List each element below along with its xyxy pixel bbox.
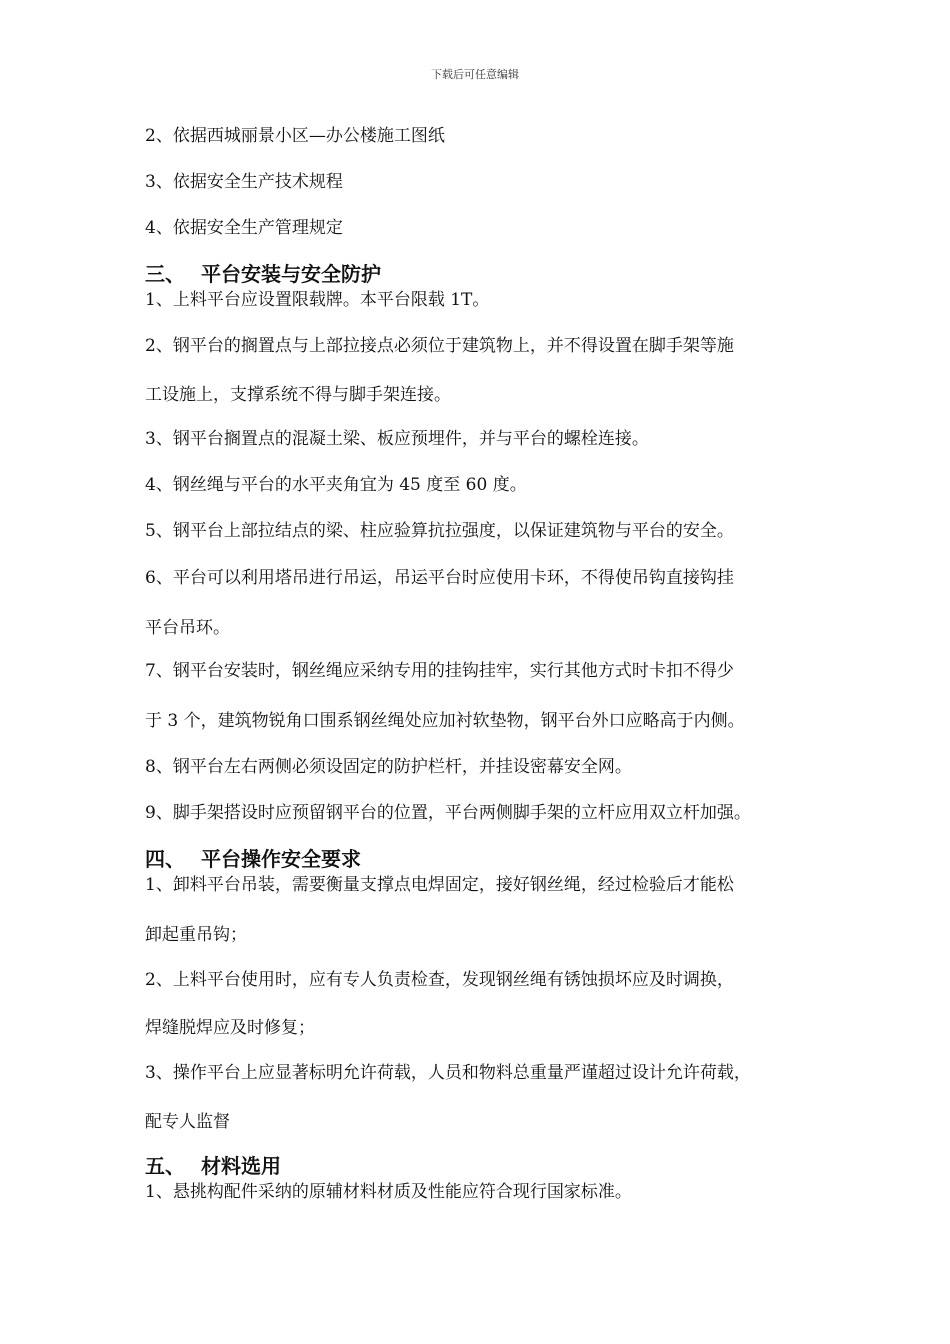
paragraph: 3、钢平台搁置点的混凝土梁、板应预埋件，并与平台的螺栓连接。 — [145, 429, 649, 449]
paragraph: 于 3 个，建筑物锐角口围系钢丝绳处应加衬软垫物，钢平台外口应略高于内侧。 — [145, 711, 745, 731]
section-heading — [145, 847, 361, 871]
section-number: 三、 — [145, 262, 185, 286]
paragraph: 6、平台可以利用塔吊进行吊运，吊运平台时应使用卡环，不得使吊钩直接钩挂 — [145, 568, 734, 588]
paragraph: 3、依据安全生产技术规程 — [145, 172, 343, 192]
paragraph: 1、上料平台应设置限载牌。本平台限载 1T。 — [145, 290, 490, 310]
section-title: 平台安装与安全防护 — [201, 262, 381, 286]
section-heading — [145, 1154, 281, 1178]
paragraph: 2、依据西城丽景小区—办公楼施工图纸 — [145, 126, 445, 146]
paragraph: 卸起重吊钩； — [145, 925, 247, 945]
paragraph: 焊缝脱焊应及时修复； — [145, 1018, 315, 1038]
section-title: 材料选用 — [201, 1154, 281, 1178]
section-number: 五、 — [145, 1154, 185, 1178]
paragraph: 2、上料平台使用时，应有专人负责检查，发现钢丝绳有锈蚀损坏应及时调换， — [145, 970, 734, 990]
paragraph: 3、操作平台上应显著标明允许荷载，人员和物料总重量严谨超过设计允许荷载， — [145, 1063, 751, 1083]
section-number: 四、 — [145, 847, 185, 871]
paragraph: 4、钢丝绳与平台的水平夹角宜为 45 度至 60 度。 — [145, 475, 527, 495]
paragraph: 5、钢平台上部拉结点的梁、柱应验算抗拉强度，以保证建筑物与平台的安全。 — [145, 521, 734, 541]
paragraph: 8、钢平台左右两侧必须设固定的防护栏杆，并挂设密幕安全网。 — [145, 757, 632, 777]
section-title: 平台操作安全要求 — [201, 847, 361, 871]
page-header: 下载后可任意编辑 — [431, 68, 519, 81]
paragraph: 工设施上，支撑系统不得与脚手架连接。 — [145, 385, 451, 405]
paragraph: 4、依据安全生产管理规定 — [145, 218, 343, 238]
paragraph: 7、钢平台安装时，钢丝绳应采纳专用的挂钩挂牢，实行其他方式时卡扣不得少 — [145, 661, 734, 681]
paragraph: 2、钢平台的搁置点与上部拉接点必须位于建筑物上，并不得设置在脚手架等施 — [145, 336, 734, 356]
paragraph: 平台吊环。 — [145, 618, 230, 638]
paragraph: 配专人监督 — [145, 1112, 230, 1132]
section-heading — [145, 262, 381, 286]
paragraph: 1、悬挑构配件采纳的原辅材料材质及性能应符合现行国家标准。 — [145, 1182, 632, 1202]
paragraph: 1、卸料平台吊装，需要衡量支撑点电焊固定，接好钢丝绳，经过检验后才能松 — [145, 875, 734, 895]
paragraph: 9、脚手架搭设时应预留钢平台的位置，平台两侧脚手架的立杆应用双立杆加强。 — [145, 803, 751, 823]
